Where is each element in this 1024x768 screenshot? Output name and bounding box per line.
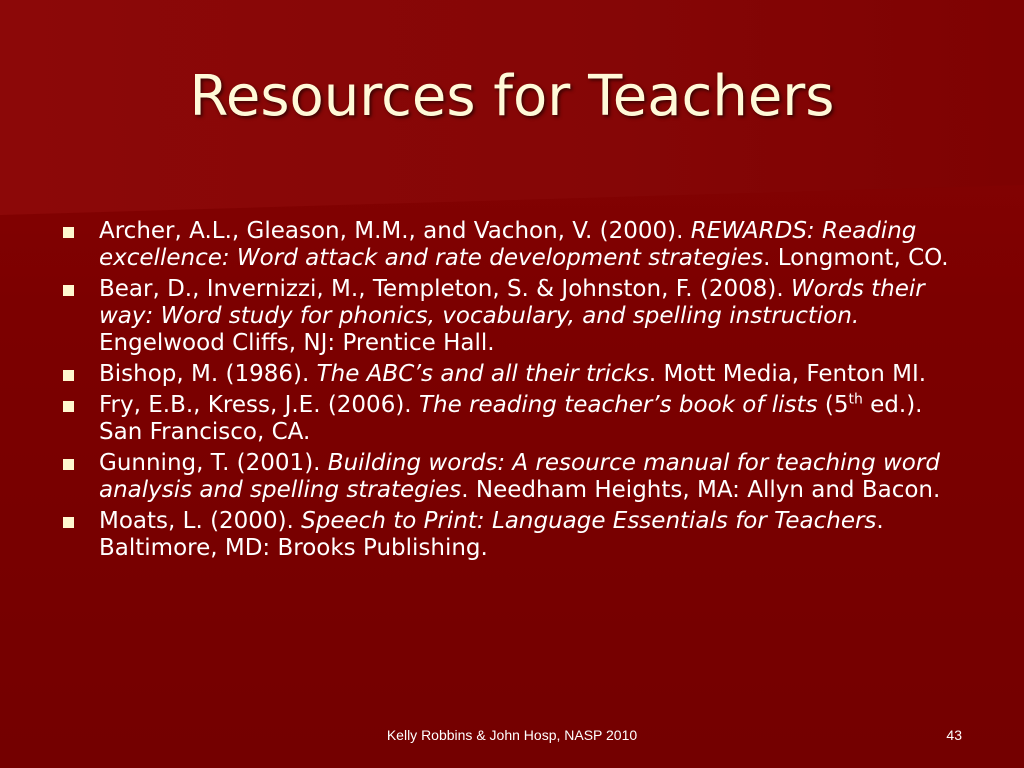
slide-title: Resources for Teachers — [189, 64, 835, 129]
square-bullet-icon — [63, 370, 74, 381]
reference-list — [62, 218, 972, 566]
reference-text: Moats, L. (2000). Speech to Print: Language Essentials for Teachers. Baltimore, MD: Brooks Publishing. — [99, 508, 884, 561]
reference-item — [62, 508, 972, 562]
reference-title: Speech to Print: Language Essentials for Teachers — [301, 508, 877, 534]
reference-text: Archer, A.L., Gleason, M.M., and Vachon, V. (2000). REWARDS: Reading excellence: Word attack and rate development strategies. Longmont, CO. — [99, 218, 949, 271]
square-bullet-icon — [63, 401, 74, 412]
reference-title: The ABC’s and all their tricks — [316, 361, 649, 387]
reference-item — [62, 218, 972, 272]
reference-text: Fry, E.B., Kress, J.E. (2006). The reading teacher’s book of lists (5th ed.). San Francisco, CA. — [99, 391, 923, 445]
reference-text: Gunning, T. (2001). Building words: A resource manual for teaching word analysis and spelling strategies. Needham Heights, MA: Allyn and Bacon. — [99, 450, 941, 503]
reference-text: Bishop, M. (1986). The ABC’s and all their tricks. Mott Media, Fenton MI. — [99, 361, 927, 387]
reference-text: Bear, D., Invernizzi, M., Templeton, S. & Johnston, F. (2008). Words their way: Word study for phonics, vocabulary, and spelling instruction. Engelwood Cliffs, NJ: Prentice Hall. — [99, 276, 925, 356]
reference-title: Building words: A resource manual for teaching word analysis and spelling strategies — [99, 450, 940, 503]
square-bullet-icon — [63, 517, 74, 528]
footer-text: Kelly Robbins & John Hosp, NASP 2010 — [386, 727, 638, 743]
reference-title: Words their way: Word study for phonics, vocabulary, and spelling instruction. — [99, 276, 925, 329]
superscript: th — [848, 391, 863, 408]
reference-title: REWARDS: Reading excellence: Word attack and rate development strategies — [99, 218, 917, 271]
reference-item — [62, 361, 972, 388]
square-bullet-icon — [63, 285, 74, 296]
reference-item — [62, 450, 972, 504]
reference-item — [62, 276, 972, 357]
reference-title: The reading teacher’s book of lists — [418, 392, 818, 418]
page-number: 43 — [946, 727, 962, 743]
square-bullet-icon — [63, 459, 74, 470]
square-bullet-icon — [63, 227, 74, 238]
reference-item — [62, 392, 972, 446]
